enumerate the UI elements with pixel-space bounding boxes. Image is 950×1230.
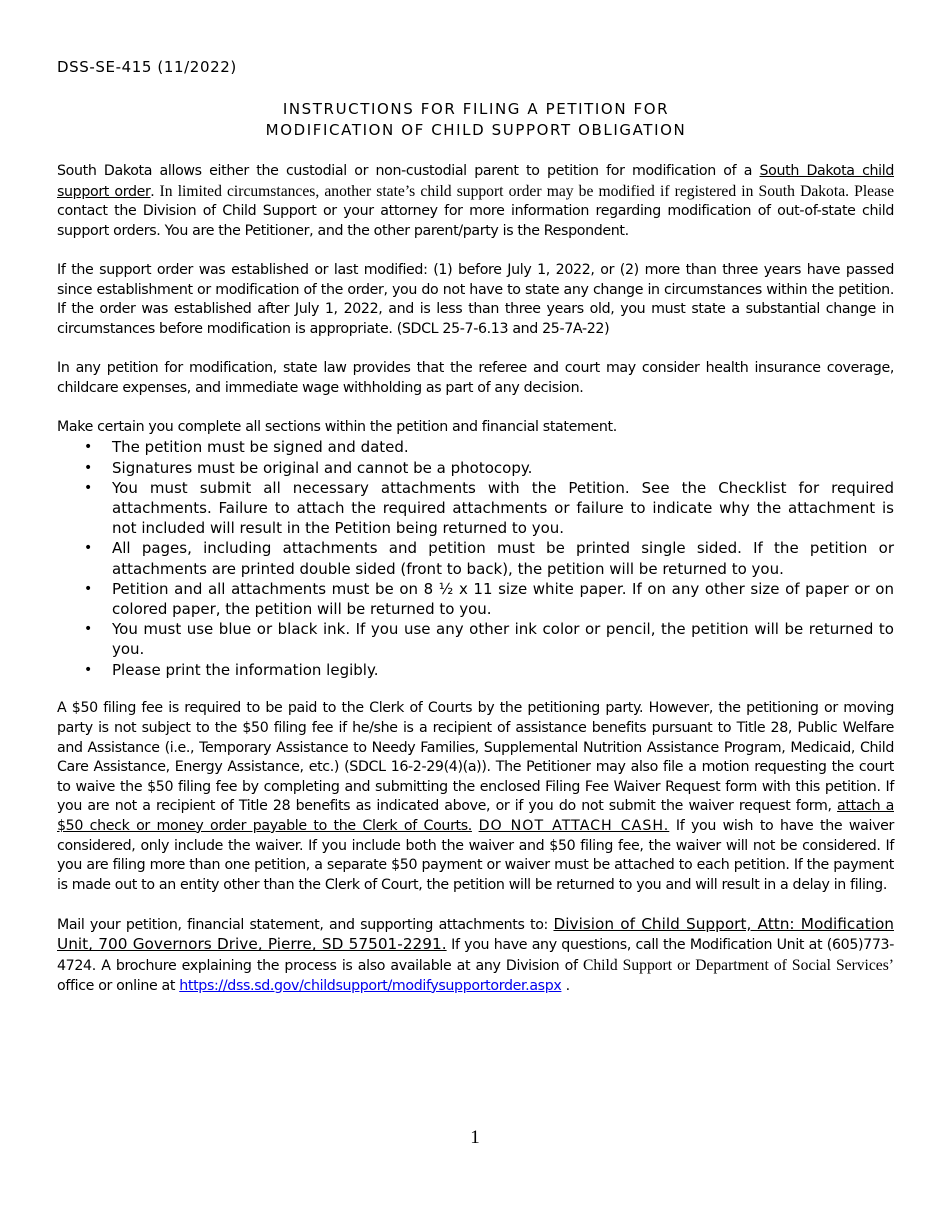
health-insurance-paragraph: In any petition for modification, state law provides that the referee and court may consider health insurance coverage, childcare expenses, and immediate wage withholding as part of any decision. [57,359,894,396]
title-line-1: INSTRUCTIONS FOR FILING A PETITION FOR [282,100,670,118]
sd-child-support-order-link[interactable]: South Dakota child support order [57,163,895,200]
intro-text-2: . In limited circumstances, another state’s child support order may be modified if registered in South Dakota. Please [150,182,894,200]
list-item [84,458,894,478]
bullet-icon: • [84,439,93,456]
filing-fee-paragraph [57,699,894,895]
list-item-text: Please print the information legibly. [112,660,379,679]
mail-text-2: If you have any questions, call the Modification Unit at (605)773-4724. A brochure explaining the process is also available at any Division of [57,937,894,975]
mail-text-1: Mail your petition, financial statement, and supporting attachments to: [57,916,554,933]
bullet-icon: • [84,580,93,597]
list-item-text: The petition must be signed and dated. [112,438,409,457]
modify-support-order-link[interactable]: https://dss.sd.gov/childsupport/modifysupportorder.aspx [179,977,562,994]
establishment-paragraph: If the support order was established or last modified: (1) before July 1, 2022, or (2) more than three years have passed since establishment or modification of the order, you do not have to state any change in circumstances within the petition. If the order was established after July 1, 2022, and is less than three years old, you must state a substantial change in circumstances before modification is appropriate. (SDCL 25-7-6.13 and 25-7A-22) [57,261,894,337]
list-item-text: All pages, including attachments and petition must be printed single sided. If the petition or attachments are printed double sided (front to back), the petition will be returned to you. [112,539,894,578]
intro-paragraph [57,162,894,241]
list-item [84,437,894,457]
instructions-body [57,162,894,1016]
bullet-icon: • [84,459,93,476]
mail-text-4: office or online at [57,977,180,994]
bullet-icon: • [84,621,93,638]
list-item [84,478,894,539]
document-title [57,99,895,141]
list-item-text: You must use blue or black ink. If you use any other ink color or pencil, the petition will be returned to you. [112,620,894,659]
no-cash-warning: DO NOT ATTACH CASH. [478,817,670,834]
mail-text-5: . [561,977,570,994]
mailing-address: Division of Child Support, Attn: Modification Unit, 700 Governors Drive, Pierre, SD 57501-2291. [57,914,894,954]
list-item-text: You must submit all necessary attachments with the Petition. See the Checklist for required attachments. Failure to attach the required attachments or failure to indicate why the attachment is not included will result in the Petition being returned to you. [112,478,894,538]
bullet-icon: • [84,661,93,678]
intro-text-1: South Dakota allows either the custodial or non-custodial parent to petition for modification of a [57,163,760,179]
requirements-list [57,437,894,679]
bullet-icon: • [84,479,93,496]
mailing-paragraph [57,915,894,996]
list-item-text: Petition and all attachments must be on 8 ½ x 11 size white paper. If on any other size of paper or on colored paper, the petition will be returned to you. [112,579,894,618]
fee-check-instruction: attach a $50 check or money order payable to the Clerk of Courts. [57,798,894,834]
list-item [84,660,894,680]
fee-text-2: If you wish to have the waiver considered, only include the waiver. If you include both the waiver and $50 filing fee, the waiver will not be considered. If you are filing more than one petition, a separate $50 payment or waiver must be attached to each petition. If the payment is made out to an entity other than the Clerk of Court, the petition will be returned to you and will result in a delay in filing. [57,817,894,893]
list-item [84,619,894,659]
checklist-intro: Make certain you complete all sections within the petition and financial statement. [57,418,617,435]
page-number: 1 [470,1127,480,1148]
intro-text-3: contact the Division of Child Support or your attorney for more information regarding modification of out-of-state child support orders. You are the Petitioner, and the other parent/party is the Respondent. [57,203,894,239]
list-item [84,538,894,578]
bullet-icon: • [84,540,93,557]
title-line-2: MODIFICATION OF CHILD SUPPORT OBLIGATION [265,121,687,139]
list-item [84,579,894,619]
fee-text-1: A $50 filing fee is required to be paid to the Clerk of Courts by the petitioning party. However, the petitioning or moving party is not subject to the $50 filing fee if he/she is a recipient of assistance benefits pursuant to Title 28, Public Welfare and Assistance (i.e., Temporary Assistance to Needy Families, Supplemental Nutrition Assistance Program, Medicaid, Child Care Assistance, Energy Assistance, etc.) (SDCL 16-2-29(4)(a)). The Petitioner may also file a motion requesting the court to waive the $50 filing fee by completing and submitting the enclosed Filing Fee Waiver Request form with this petition. If you are not a recipient of Title 28 benefits as indicated above, or if you do not submit the waiver request form, [57,700,894,815]
mail-text-3: Child Support or Department of Social Services’ [582,957,894,975]
list-item-text: Signatures must be original and cannot be a photocopy. [112,458,533,477]
form-id: DSS-SE-415 (11/2022) [57,58,237,76]
